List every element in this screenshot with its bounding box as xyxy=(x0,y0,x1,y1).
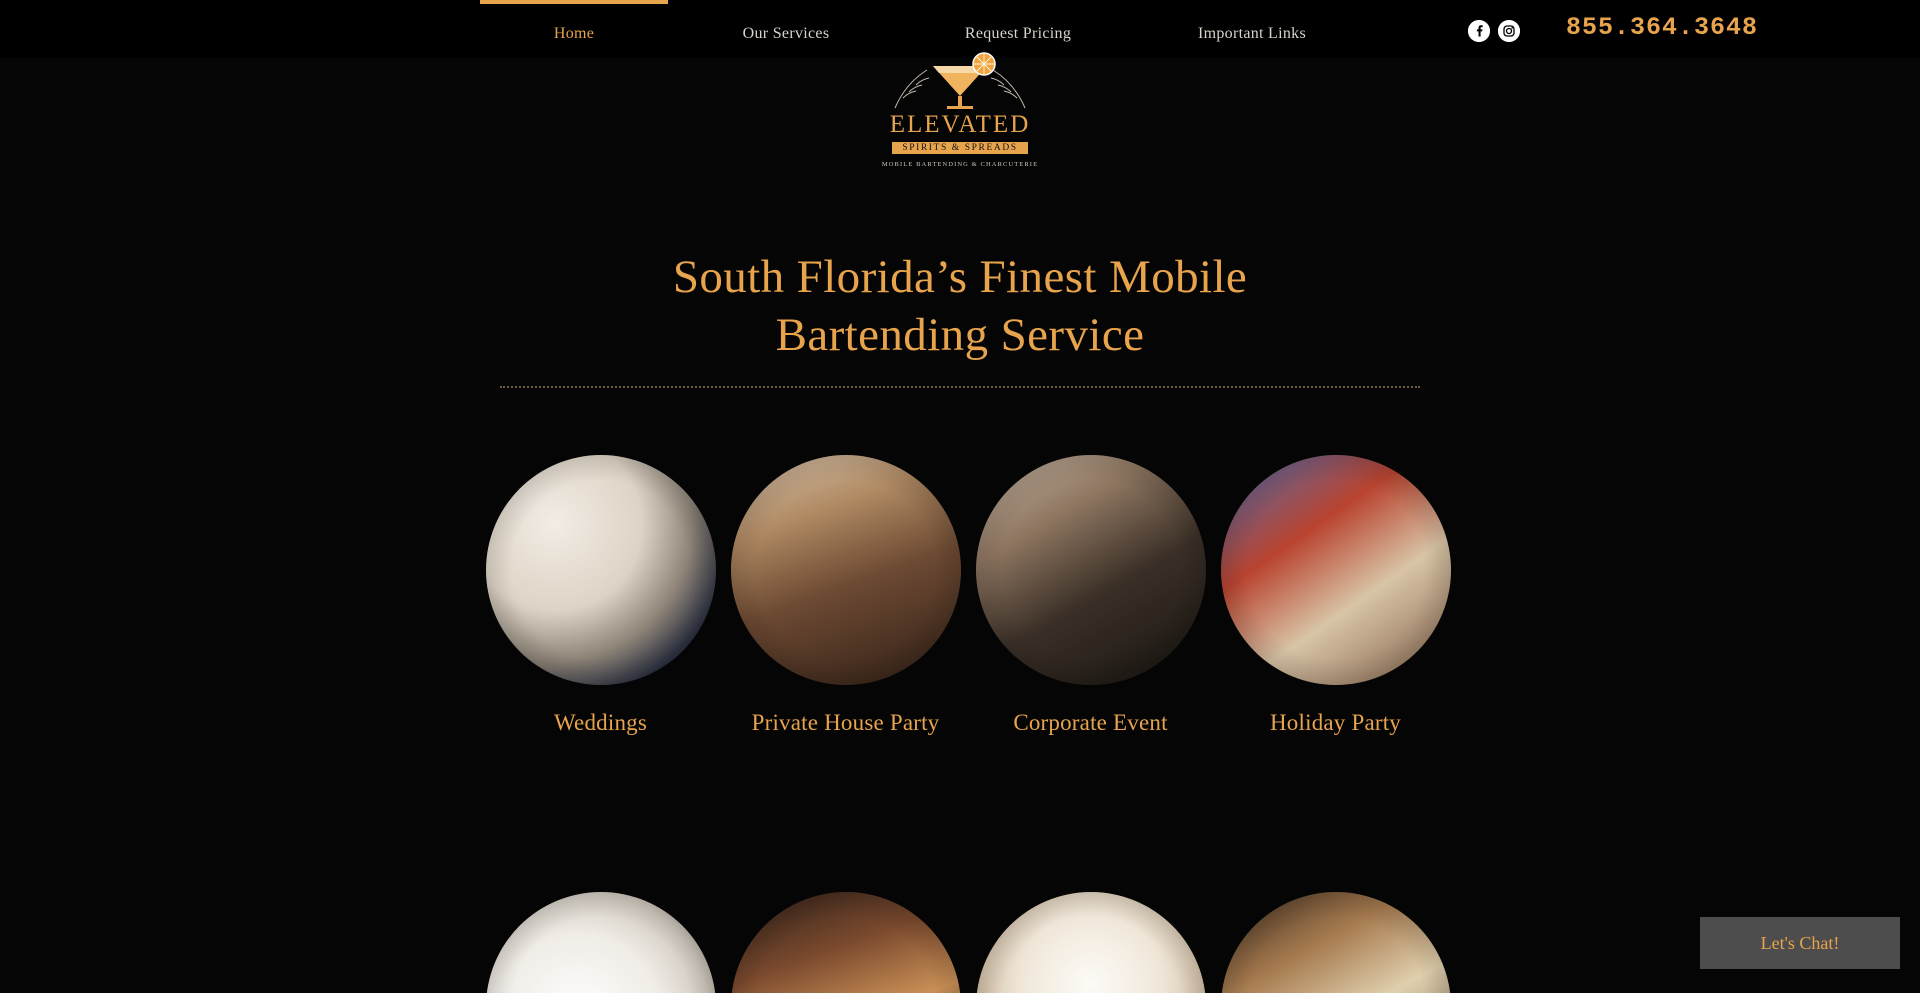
service-card-family-celebration[interactable] xyxy=(968,892,1213,993)
nav-items xyxy=(480,0,1372,43)
nav-item-our-services-label: Our Services xyxy=(742,25,830,42)
holiday-party-photo[interactable] xyxy=(1221,455,1451,685)
photo-vignette xyxy=(1221,455,1451,685)
corporate-event-photo[interactable] xyxy=(976,455,1206,685)
house-party-photo[interactable] xyxy=(731,455,961,685)
graduation-photo[interactable] xyxy=(486,892,716,993)
photo-vignette xyxy=(976,892,1206,993)
service-card-private-house-party[interactable] xyxy=(723,455,968,741)
photo-vignette xyxy=(976,455,1206,685)
nav-item-home[interactable] xyxy=(480,0,668,43)
service-label-weddings: Weddings xyxy=(553,710,648,735)
logo-name: ELEVATED xyxy=(889,111,1031,138)
lets-chat-button[interactable]: Let's Chat! xyxy=(1700,917,1900,969)
services-grid-row-2 xyxy=(478,892,1458,993)
site-logo[interactable] xyxy=(870,52,1050,192)
service-card-corporate-event[interactable] xyxy=(968,455,1213,741)
cocktail-glass-icon xyxy=(870,52,1050,110)
nav-item-important-links[interactable] xyxy=(1132,0,1372,43)
hero-headline-line2: Bartending Service xyxy=(775,309,1145,361)
nav-item-our-services[interactable] xyxy=(668,0,904,43)
nav-item-important-links-label: Important Links xyxy=(1197,25,1307,42)
hero-headline-line1: South Florida’s Finest Mobile xyxy=(672,251,1248,303)
nav-item-request-pricing-label: Request Pricing xyxy=(964,25,1072,42)
photo-vignette xyxy=(731,455,961,685)
top-navigation-bar xyxy=(0,0,1920,58)
service-card-weddings[interactable] xyxy=(478,455,723,741)
logo-subtitle: SPIRITS & SPREADS xyxy=(892,142,1027,154)
wedding-rings-photo[interactable] xyxy=(486,455,716,685)
photo-vignette xyxy=(486,892,716,993)
facebook-icon[interactable] xyxy=(1468,20,1490,42)
instagram-icon[interactable] xyxy=(1498,20,1520,42)
service-card-graduation[interactable] xyxy=(478,892,723,993)
girls-night-photo[interactable] xyxy=(731,892,961,993)
service-label-corporate-event: Corporate Event xyxy=(1013,710,1168,735)
bridal-shower-photo[interactable] xyxy=(1221,892,1451,993)
family-celebration-photo[interactable] xyxy=(976,892,1206,993)
social-links xyxy=(1468,20,1520,42)
photo-vignette xyxy=(1221,892,1451,993)
service-label-private-house-party: Private House Party xyxy=(751,710,940,735)
nav-item-request-pricing[interactable] xyxy=(904,0,1132,43)
active-tab-indicator xyxy=(480,0,668,4)
service-label-holiday-party: Holiday Party xyxy=(1270,710,1401,735)
service-card-bridal-shower[interactable] xyxy=(1213,892,1458,993)
photo-vignette xyxy=(486,455,716,685)
services-grid-row-1 xyxy=(478,455,1458,741)
nav-item-home-label: Home xyxy=(553,25,595,42)
service-card-holiday-party[interactable] xyxy=(1213,455,1458,741)
hero-headline xyxy=(0,248,1920,364)
service-card-girls-night[interactable] xyxy=(723,892,968,993)
dotted-divider xyxy=(500,386,1420,388)
photo-vignette xyxy=(731,892,961,993)
phone-number[interactable]: 855.364.3648 xyxy=(1566,13,1759,42)
logo-tagline: MOBILE BARTENDING & CHARCUTERIE xyxy=(881,161,1039,168)
